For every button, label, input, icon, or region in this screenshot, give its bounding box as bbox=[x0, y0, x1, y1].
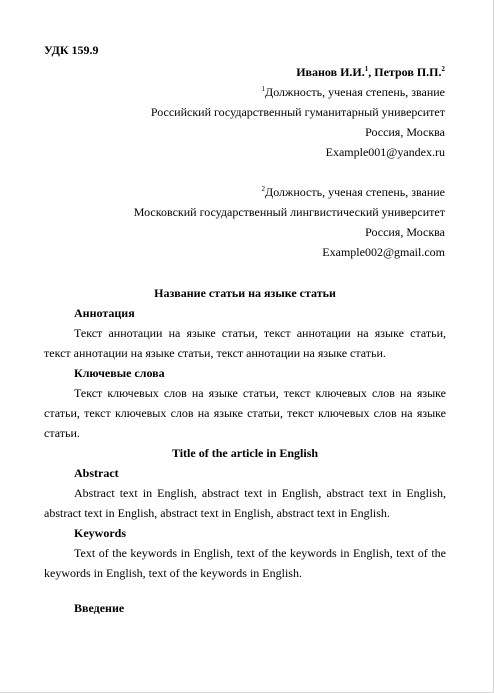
author-2-sup: 2 bbox=[441, 65, 445, 73]
author-1-sup: 1 bbox=[364, 65, 369, 73]
abstract-en-text: Abstract text in English, abstract text in English, abstract text in English, abstract text in English, abstract text in English, abstract text in English. bbox=[44, 486, 446, 520]
abstract-ru-heading: Аннотация bbox=[74, 306, 135, 320]
authors-separator: , bbox=[368, 65, 375, 79]
affiliation-2-email: Example002@gmail.com bbox=[322, 245, 445, 259]
author-1-name: Иванов И.И. bbox=[296, 65, 365, 79]
affiliation-1-location: Россия, Москва bbox=[365, 125, 445, 139]
introduction-heading: Введение bbox=[74, 601, 125, 615]
affiliation-2-sup: 2 bbox=[261, 185, 266, 193]
affiliation-1-organization: Российский государственный гуманитарный университет bbox=[150, 105, 445, 119]
keywords-en-heading: Keywords bbox=[74, 526, 126, 540]
affiliation-2-position-line bbox=[262, 182, 445, 202]
abstract-en-heading: Abstract bbox=[74, 466, 119, 480]
keywords-en-text: Text of the keywords in English, text of the keywords in English, text of the keywords in English, text of the keywords in English. bbox=[44, 546, 446, 580]
affiliation-1-position: Должность, ученая степень, звание bbox=[265, 85, 445, 99]
affiliation-2-organization: Московский государственный лингвистический университет bbox=[133, 205, 445, 219]
affiliation-1-email: Example001@yandex.ru bbox=[325, 145, 445, 159]
keywords-ru-heading: Ключевые слова bbox=[74, 366, 165, 380]
affiliation-1-sup: 1 bbox=[261, 85, 266, 93]
affiliation-2-position: Должность, ученая степень, звание bbox=[265, 185, 445, 199]
keywords-ru-text: Текст ключевых слов на языке статьи, текст ключевых слов на языке статьи, текст ключевых слов на языке статьи, текст ключевых слов на языке статьи. bbox=[44, 386, 446, 440]
abstract-ru-text: Текст аннотации на языке статьи, текст аннотации на языке статьи, текст аннотации на языке статьи, текст аннотации на языке статьи. bbox=[44, 326, 446, 360]
article-title-en: Title of the article in English bbox=[171, 446, 319, 460]
author-2-name: Петров П.П. bbox=[374, 65, 442, 79]
affiliation-2-location: Россия, Москва bbox=[365, 225, 445, 239]
authors-line bbox=[296, 62, 445, 82]
article-title-ru: Название статьи на языке статьи bbox=[154, 286, 336, 300]
udk-code: УДК 159.9 bbox=[44, 43, 99, 57]
affiliation-1-position-line bbox=[262, 82, 445, 102]
